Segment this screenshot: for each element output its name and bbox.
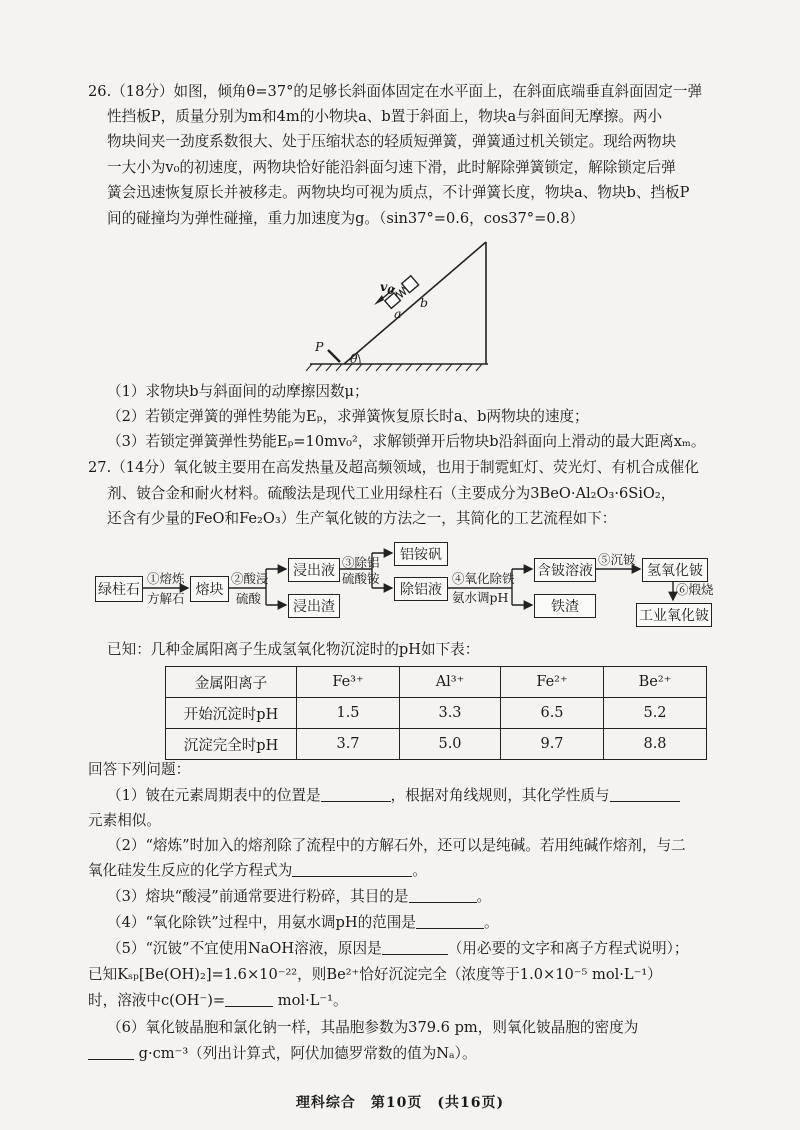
table-header-cell: Fe³⁺: [297, 667, 400, 698]
a5-middle: （用必要的文字和离子方程式说明）；: [447, 940, 689, 957]
figure-P-label: P: [315, 339, 324, 354]
known-line: 已知：几种金属阳离子生成氢氧化物沉淀时的pH如下表：: [107, 641, 480, 658]
table-header-cell: 金属阳离子: [166, 667, 297, 698]
answer-blank[interactable]: [382, 940, 448, 955]
q26-sub2: （2）若锁定弹簧的弹性势能为Eₚ，求弹簧恢复原长时a、b两物块的速度；: [107, 408, 589, 425]
a1-line2: 元素相似。: [88, 812, 161, 829]
table-cell: 5.2: [604, 698, 707, 729]
a1-line1: [107, 786, 680, 806]
flow-box-alum: 铝铵矾: [394, 542, 448, 566]
page-footer: 理科综合 第10页 (共16页): [295, 1095, 505, 1111]
flow-step3-label: ③除铝: [342, 555, 380, 570]
ph-table: [165, 666, 707, 760]
a5-l3-text: 时，溶液中c(OH⁻)=: [88, 992, 226, 1009]
a3-line: [107, 887, 491, 907]
a2-line1: （2）“熔炼”时加入的熔剂除了流程中的方解石外，还可以是纯碱。若用纯碱作熔剂，与二: [107, 837, 686, 854]
table-cell: 6.5: [501, 698, 604, 729]
flow-box-melt: 熔块: [190, 576, 229, 602]
flow-box-leach-liquid: 浸出液: [288, 558, 340, 582]
a5-line3: [88, 991, 348, 1011]
answer-blank[interactable]: [409, 888, 477, 903]
table-header-cell: Fe²⁺: [501, 667, 604, 698]
flow-step5-label: ⑤沉铍: [598, 552, 636, 567]
table-cell: 3.3: [400, 698, 501, 729]
table-cell: 1.5: [297, 698, 400, 729]
figure-a-label: a: [394, 306, 402, 321]
flow-step3-reagent: 硫酸铵: [342, 571, 380, 586]
q27-line1: 27.（14分）氧化铍主要用在高发热量及超高频领域，也用于制霓虹灯、荧光灯、有机合成催化: [88, 459, 699, 476]
q27-line3: 还含有少量的FeO和Fe₂O₃）生产氧化铍的方法之一，其简化的工艺流程如下：: [107, 510, 617, 527]
a5-text: （5）“沉铍”不宜使用NaOH溶液，原因是: [107, 940, 382, 957]
a2-line2: [88, 861, 427, 881]
flow-step4-reagent: 氨水调pH: [452, 590, 509, 605]
table-cell: 8.8: [604, 729, 707, 760]
flow-box-dealum-liquid: 除铝液: [394, 577, 448, 601]
q26-line6: 间的碰撞均为弹性碰撞，重力加速度为g。（sin37°=0.6，cos37°=0.8）: [107, 210, 585, 227]
flow-step4-label: ④氧化除铁: [452, 571, 515, 586]
answer-blank[interactable]: [416, 914, 484, 929]
table-header-cell: Al³⁺: [400, 667, 501, 698]
flow-step2-label: ②酸浸: [231, 571, 269, 586]
q26-line5: 簧会迅速恢复原长并被移走。两物块均可视为质点，不计弹簧长度，物块a、物块b、挡板P: [107, 184, 690, 201]
a4-text: （4）“氧化除铁”过程中，用氨水调pH的范围是: [107, 914, 416, 931]
table-cell: 沉淀完全时pH: [166, 729, 297, 760]
answer-blank[interactable]: [88, 1045, 134, 1060]
flow-box-iron-residue: 铁渣: [534, 594, 596, 618]
a6-line2: [88, 1044, 477, 1064]
table-cell: 9.7: [501, 729, 604, 760]
figure-v-label: $v_0$: [380, 279, 395, 297]
answer-blank[interactable]: [321, 787, 391, 802]
table-header-cell: Be²⁺: [604, 667, 707, 698]
table-row: [166, 698, 707, 729]
a4-line: [107, 913, 499, 933]
q26-line3: 物块间夹一劲度系数很大、处于压缩状态的轻质短弹簧，弹簧通过机关锁定。现给两物块: [107, 133, 677, 150]
answer-blank[interactable]: [225, 992, 273, 1007]
a6-line1: （6）氧化铍晶胞和氯化钠一样，其晶胞参数为379.6 pm，则氧化铍晶胞的密度为: [107, 1019, 639, 1036]
table-cell: 开始沉淀时pH: [166, 698, 297, 729]
a3-text: （3）熔块“酸浸”前通常要进行粉碎，其目的是: [107, 888, 409, 905]
a1-prefix: （1）铍在元素周期表中的位置是: [107, 787, 321, 804]
q26-sub1: （1）求物块b与斜面间的动摩擦因数μ；: [107, 383, 369, 400]
flow-step2-reagent: 硫酸: [236, 591, 262, 606]
figure-theta-label: θ: [350, 351, 358, 366]
flow-step1-label: ①熔炼: [147, 571, 185, 586]
q27-line2: 剂、铍合金和耐火材料。硫酸法是现代工业用绿柱石（主要成分为3BeO·Al₂O₃·6SiO₂，: [107, 485, 676, 502]
answer-blank[interactable]: [610, 787, 680, 802]
a6-text: g·cm⁻³（列出计算式，阿伏加德罗常数的值为Nₐ）。: [138, 1045, 477, 1062]
a5-l3-end: mol·L⁻¹。: [277, 992, 348, 1009]
q26-line4: 一大小为v₀的初速度，两物块恰好能沿斜面匀速下滑，此时解除弹簧锁定，解除锁定后弹: [107, 159, 676, 176]
a2-end: 。: [412, 862, 427, 879]
a2-text: 氧化硅发生反应的化学方程式为: [88, 862, 293, 879]
table-header-row: [166, 667, 707, 698]
q26-sub3: （3）若锁定弹簧弹性势能Eₚ=10mv₀²，求解锁弹开后物块b沿斜面向上滑动的最大距离xₘ。: [107, 433, 706, 450]
a5-line2: 已知Kₛₚ[Be(OH)₂]=1.6×10⁻²²，则Be²⁺恰好沉淀完全（浓度等于1.0×10⁻⁵ mol·L⁻¹）: [88, 966, 662, 983]
a1-middle: ，根据对角线规则，其化学性质与: [390, 787, 610, 804]
flow-step1-reagent: 方解石: [147, 591, 185, 606]
table-cell: 5.0: [400, 729, 501, 760]
flow-box-be-solution: 含铍溶液: [534, 558, 596, 582]
figure-b-label: b: [420, 295, 429, 310]
flow-box-industrial-beo: 工业氧化铍: [636, 603, 712, 627]
a3-end: 。: [476, 888, 492, 905]
answer-blank[interactable]: [292, 862, 412, 877]
incline-figure: [300, 236, 500, 374]
a4-end: 。: [483, 914, 499, 931]
table-cell: 3.7: [297, 729, 400, 760]
q26-line2: 性挡板P，质量分别为m和4m的小物块a、b置于斜面上，物块a与斜面间无摩擦。两小: [107, 108, 663, 125]
answer-heading: 回答下列问题：: [88, 761, 191, 778]
flow-box-green-beryl: 绿柱石: [95, 576, 143, 602]
q26-line1: 26.（18分）如图，倾角θ=37°的足够长斜面体固定在水平面上，在斜面底端垂直斜面固定一弹: [88, 83, 703, 100]
flow-box-be-hydroxide: 氢氧化铍: [642, 558, 708, 582]
flow-step6-label: ⑥煅烧: [676, 582, 714, 597]
a5-line1: [107, 939, 688, 959]
flow-box-leach-residue: 浸出渣: [288, 594, 340, 618]
table-row: [166, 729, 707, 760]
